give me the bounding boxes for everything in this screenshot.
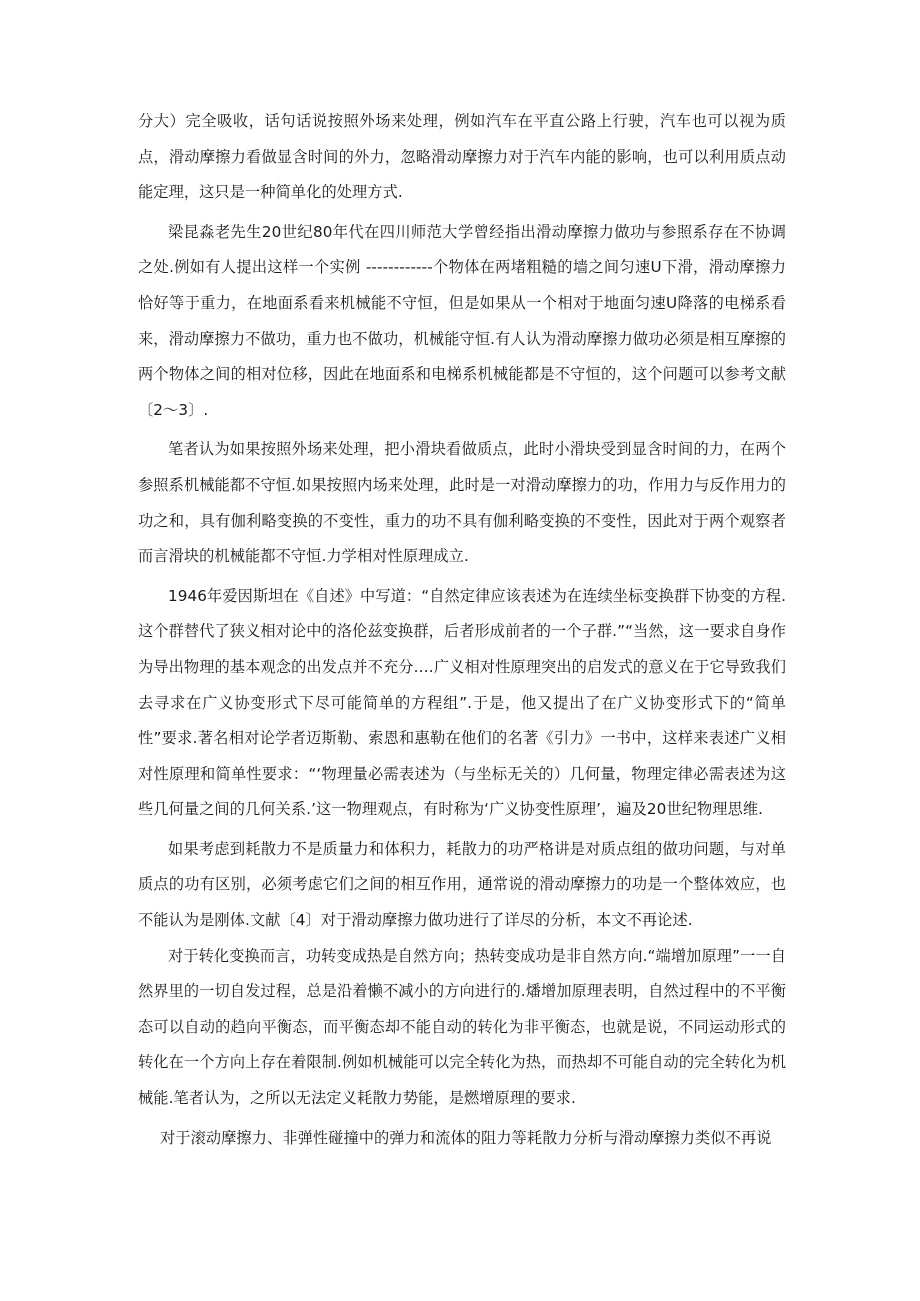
paragraph-2: 梁昆淼老先生20世纪80年代在四川师范大学曾经指出滑动摩擦力做功与参照系存在不协调之处.例如有人提出这样一个实例 ------------个物体在两堵粗糙的墙之间匀速U下滑，滑动摩擦力恰好等于重力，在地面系看来机械能不守恒，但是如果从一个相对于地面匀速U降落的电梯系看来，滑动摩擦力不做功，重力也不做功，机械能守恒.有人认为滑动摩擦力做功必须是相互摩擦的两个物体之间的相对位移，因此在地面系和电梯系机械能都是不守恒的，这个问题可以参考文献〔2～3〕. <box>138 222 786 419</box>
paragraph-3: 笔者认为如果按照外场来处理，把小滑块看做质点，此时小滑块受到显含时间的力，在两个参照系机械能都不守恒.如果按照内场来处理，此时是一对滑动摩擦力的功，作用力与反作用力的功之和，具有伽利略变换的不变性，重力的功不具有伽利略变换的不变性，因此对于两个观察者而言滑块的机械能都不守恒.力学相对性原理成立. <box>138 440 786 566</box>
document-page <box>138 104 786 1156</box>
paragraph-5: 如果考虑到耗散力不是质量力和体积力，耗散力的功严格讲是对质点组的做功问题，与对单质点的功有区别，必须考虑它们之间的相互作用，通常说的滑动摩擦力的功是一个整体效应，也不能认为是刚体.文献〔4〕对于滑动摩擦力做功进行了详尽的分析，本文不再论述. <box>138 839 786 930</box>
paragraph-1: 分大）完全吸收，话句话说按照外场来处理，例如汽车在平直公路上行驶，汽车也可以视为质点，滑动摩擦力看做显含时间的外力，忽略滑动摩擦力对于汽车内能的影响，也可以利用质点动能定理，这只是一种简单化的处理方式. <box>138 112 786 202</box>
paragraph-7: 对于滚动摩擦力、非弹性碰撞中的弹力和流体的阻力等耗散力分析与滑动摩擦力类似不再说 <box>160 1128 772 1147</box>
paragraph-6: 对于转化变换而言，功转变成热是自然方向；热转变成功是非自然方向.“端增加原理”一一自然界里的一切自发过程，总是沿着懒不减小的方向进行的.燔增加原理表明，自然过程中的不平衡态可以自动的趋向平衡态，而平衡态却不能自动的转化为非平衡态，也就是说，不同运动形式的转化在一个方向上存在着限制.例如机械能可以完全转化为热，而热却不可能自动的完全转化为机械能.笔者认为，之所以无法定义耗散力势能，是燃增原理的要求. <box>138 946 786 1108</box>
paragraph-4: 1946年爱因斯坦在《自述》中写道：“自然定律应该表述为在连续坐标变换群下协变的方程.这个群替代了狭义相对论中的洛伦兹变换群，后者形成前者的一个子群.”“当然，这一要求自身作为导出物理的基本观念的出发点并不充分.…广义相对性原理突出的启发式的意义在于它导致我们去寻求在广义协变形式下尽可能简单的方程组”.于是，他又提出了在广义协变形式下的“简单性”要求.著名相对论学者迈斯勒、索恩和惠勒在他们的名著《引力》一书中，这样来表述广义相对性原理和简单性要求：“‘物理量必需表述为（与坐标无关的）几何量，物理定律必需表述为这些几何量之间的几何关系.’这一物理观点，有时称为‘广义协变性原理’，遍及20世纪物理思维. <box>138 586 786 819</box>
